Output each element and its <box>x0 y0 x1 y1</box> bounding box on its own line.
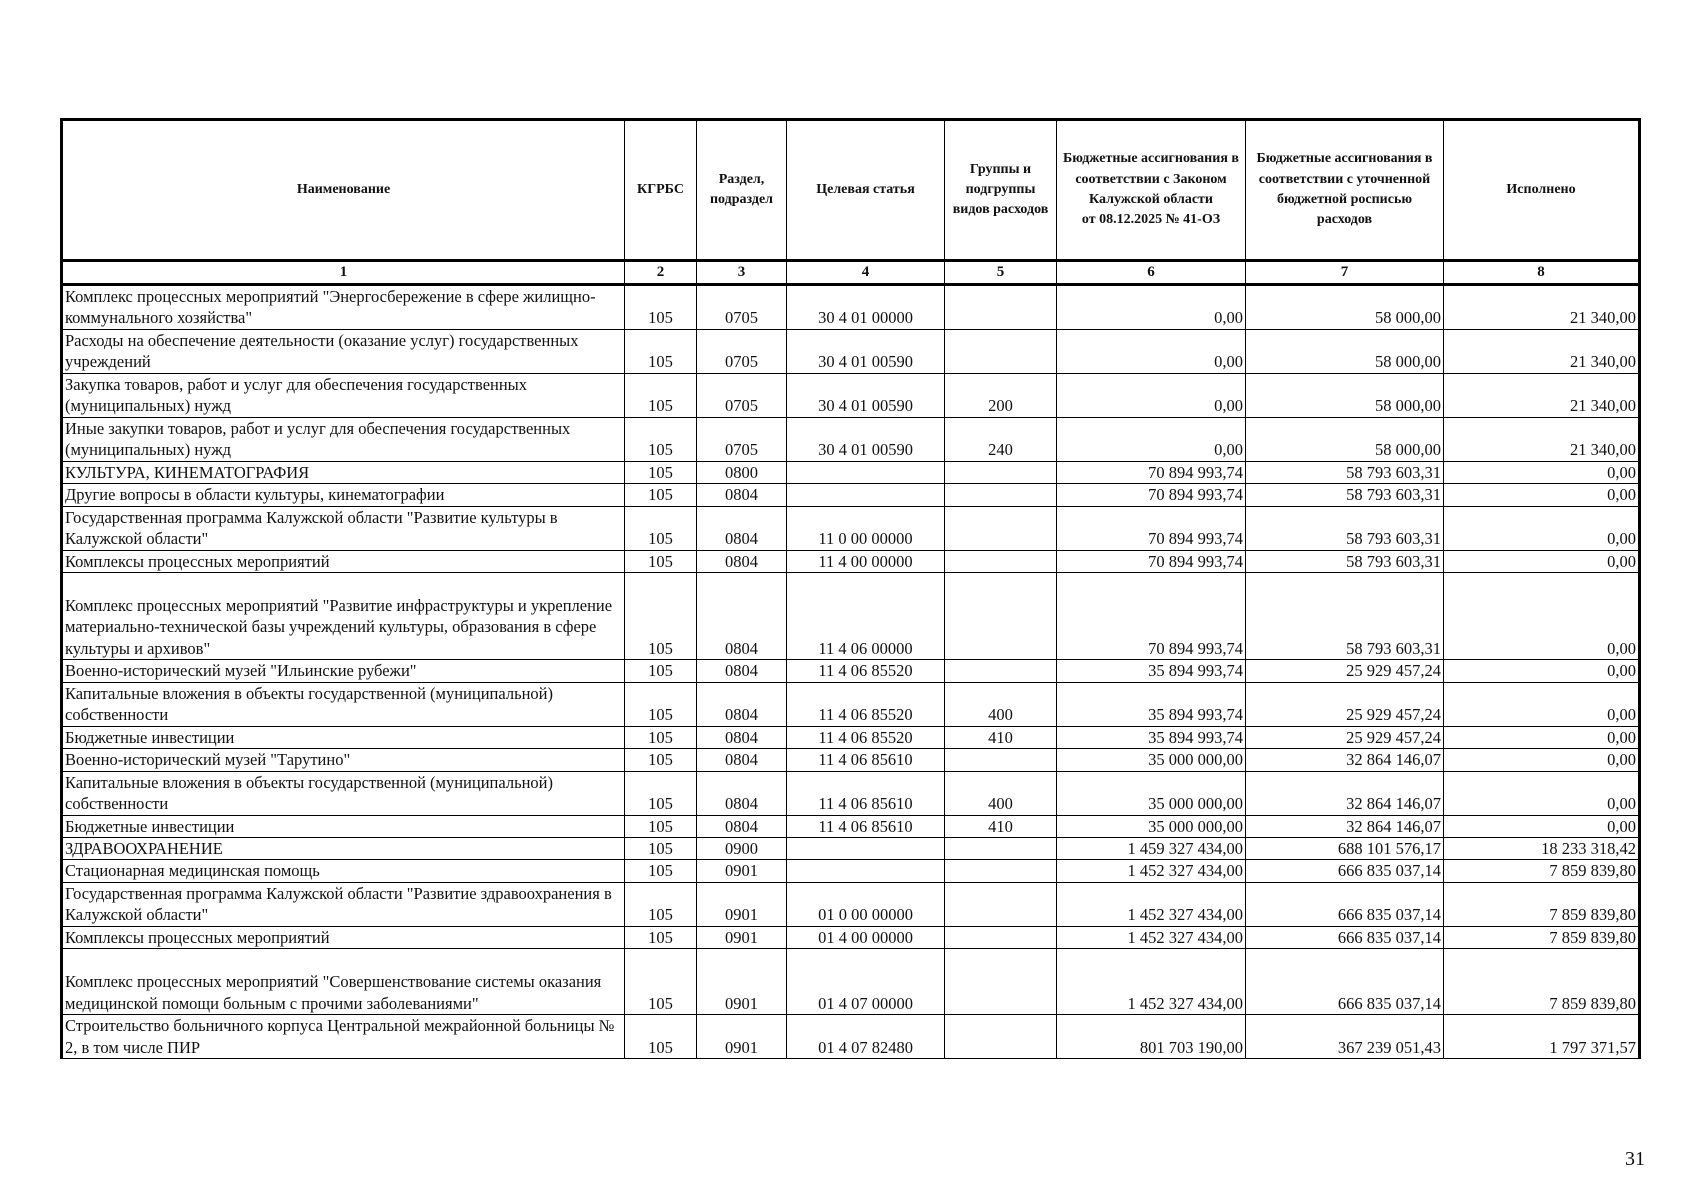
row-expense-group <box>945 285 1057 330</box>
table-row <box>62 1015 1640 1059</box>
row-law-allocation: 35 000 000,00 <box>1057 749 1246 771</box>
row-law-allocation: 70 894 993,74 <box>1057 461 1246 483</box>
column-number: 8 <box>1444 261 1640 285</box>
row-target-article: 11 4 06 85520 <box>787 682 945 726</box>
row-expense-group <box>945 1015 1057 1059</box>
header-roster-allocations: Бюджетные ассигнования в соответствии с уточненной бюджетной росписью расходов <box>1246 120 1444 261</box>
row-section: 0804 <box>697 726 787 748</box>
header-section: Раздел, подраздел <box>697 120 787 261</box>
row-roster-allocation: 688 101 576,17 <box>1246 837 1444 859</box>
table-row <box>62 484 1640 506</box>
row-kgrbs: 105 <box>625 417 697 461</box>
row-law-allocation: 1 452 327 434,00 <box>1057 926 1246 948</box>
row-expense-group <box>945 949 1057 1015</box>
row-name: Расходы на обеспечение деятельности (оказание услуг) государственных учреждений <box>62 329 625 373</box>
row-expense-group <box>945 882 1057 926</box>
column-number-row <box>62 261 1640 285</box>
row-roster-allocation: 32 864 146,07 <box>1246 749 1444 771</box>
row-name: Капитальные вложения в объекты государственной (муниципальной) собственности <box>62 771 625 815</box>
row-law-allocation: 0,00 <box>1057 373 1246 417</box>
header-law-allocations-title: Бюджетные ассигнования в соответствии с Законом Калужской области <box>1063 151 1239 207</box>
row-roster-allocation: 666 835 037,14 <box>1246 926 1444 948</box>
row-name: Военно-исторический музей "Ильинские рубежи" <box>62 660 625 682</box>
row-law-allocation: 0,00 <box>1057 285 1246 330</box>
row-kgrbs: 105 <box>625 660 697 682</box>
header-law-reference: от 08.12.2025 № 41-ОЗ <box>1081 212 1221 228</box>
header-target-article: Целевая статья <box>787 120 945 261</box>
row-name: Комплекс процессных мероприятий "Совершенствование системы оказания медицинской помощи больным с прочими заболеваниями" <box>62 949 625 1015</box>
row-name: Комплекс процессных мероприятий "Энергосбережение в сфере жилищно-коммунального хозяйства" <box>62 285 625 330</box>
table-row <box>62 882 1640 926</box>
page-number: 31 <box>1625 1148 1645 1170</box>
row-name: КУЛЬТУРА, КИНЕМАТОГРАФИЯ <box>62 461 625 483</box>
row-expense-group: 410 <box>945 726 1057 748</box>
row-executed: 0,00 <box>1444 550 1640 572</box>
row-law-allocation: 70 894 993,74 <box>1057 506 1246 550</box>
row-kgrbs: 105 <box>625 860 697 882</box>
row-target-article <box>787 461 945 483</box>
row-executed: 21 340,00 <box>1444 329 1640 373</box>
row-kgrbs: 105 <box>625 882 697 926</box>
row-section: 0901 <box>697 926 787 948</box>
row-law-allocation: 35 894 993,74 <box>1057 726 1246 748</box>
row-name: Стационарная медицинская помощь <box>62 860 625 882</box>
row-target-article: 11 4 06 85610 <box>787 815 945 837</box>
row-expense-group <box>945 749 1057 771</box>
row-roster-allocation: 58 793 603,31 <box>1246 484 1444 506</box>
row-section: 0901 <box>697 949 787 1015</box>
row-target-article <box>787 484 945 506</box>
row-expense-group <box>945 550 1057 572</box>
column-number: 4 <box>787 261 945 285</box>
row-section: 0705 <box>697 329 787 373</box>
row-law-allocation: 35 000 000,00 <box>1057 815 1246 837</box>
row-section: 0804 <box>697 573 787 660</box>
row-law-allocation: 0,00 <box>1057 417 1246 461</box>
row-section: 0901 <box>697 860 787 882</box>
row-expense-group: 400 <box>945 771 1057 815</box>
row-expense-group <box>945 484 1057 506</box>
row-expense-group <box>945 860 1057 882</box>
row-roster-allocation: 58 000,00 <box>1246 417 1444 461</box>
row-kgrbs: 105 <box>625 771 697 815</box>
column-number: 3 <box>697 261 787 285</box>
row-target-article: 30 4 01 00590 <box>787 373 945 417</box>
row-roster-allocation: 58 000,00 <box>1246 285 1444 330</box>
row-kgrbs: 105 <box>625 682 697 726</box>
row-section: 0800 <box>697 461 787 483</box>
budget-execution-table <box>60 118 1641 1059</box>
row-roster-allocation: 666 835 037,14 <box>1246 860 1444 882</box>
row-kgrbs: 105 <box>625 484 697 506</box>
row-executed: 0,00 <box>1444 815 1640 837</box>
row-law-allocation: 35 894 993,74 <box>1057 660 1246 682</box>
table-row <box>62 373 1640 417</box>
row-executed: 7 859 839,80 <box>1444 926 1640 948</box>
row-law-allocation: 1 452 327 434,00 <box>1057 882 1246 926</box>
row-roster-allocation: 666 835 037,14 <box>1246 949 1444 1015</box>
row-target-article: 11 4 06 85520 <box>787 660 945 682</box>
row-expense-group <box>945 573 1057 660</box>
table-row <box>62 860 1640 882</box>
table-row <box>62 506 1640 550</box>
row-kgrbs: 105 <box>625 329 697 373</box>
column-number: 5 <box>945 261 1057 285</box>
row-law-allocation: 0,00 <box>1057 329 1246 373</box>
table-row <box>62 726 1640 748</box>
row-kgrbs: 105 <box>625 573 697 660</box>
row-target-article: 30 4 01 00590 <box>787 329 945 373</box>
row-roster-allocation: 25 929 457,24 <box>1246 726 1444 748</box>
row-executed: 7 859 839,80 <box>1444 882 1640 926</box>
row-expense-group: 240 <box>945 417 1057 461</box>
row-executed: 0,00 <box>1444 749 1640 771</box>
row-target-article <box>787 837 945 859</box>
row-executed: 0,00 <box>1444 660 1640 682</box>
row-law-allocation: 35 000 000,00 <box>1057 771 1246 815</box>
table-row <box>62 417 1640 461</box>
row-executed: 7 859 839,80 <box>1444 949 1640 1015</box>
row-name: Бюджетные инвестиции <box>62 815 625 837</box>
table-row <box>62 926 1640 948</box>
row-section: 0804 <box>697 484 787 506</box>
row-section: 0804 <box>697 815 787 837</box>
table-row <box>62 771 1640 815</box>
table-row <box>62 749 1640 771</box>
row-name: Государственная программа Калужской области "Развитие здравоохранения в Калужской области" <box>62 882 625 926</box>
row-kgrbs: 105 <box>625 837 697 859</box>
row-executed: 21 340,00 <box>1444 285 1640 330</box>
row-law-allocation: 70 894 993,74 <box>1057 550 1246 572</box>
row-section: 0804 <box>697 550 787 572</box>
header-kgrbs: КГРБС <box>625 120 697 261</box>
row-executed: 0,00 <box>1444 771 1640 815</box>
row-expense-group <box>945 461 1057 483</box>
row-section: 0804 <box>697 771 787 815</box>
row-target-article: 01 4 07 82480 <box>787 1015 945 1059</box>
table-header-row <box>62 120 1640 261</box>
row-target-article: 01 4 00 00000 <box>787 926 945 948</box>
row-target-article: 11 4 00 00000 <box>787 550 945 572</box>
row-executed: 0,00 <box>1444 506 1640 550</box>
row-kgrbs: 105 <box>625 726 697 748</box>
row-target-article: 30 4 01 00590 <box>787 417 945 461</box>
row-target-article: 01 0 00 00000 <box>787 882 945 926</box>
row-section: 0900 <box>697 837 787 859</box>
row-target-article: 11 4 06 00000 <box>787 573 945 660</box>
row-law-allocation: 35 894 993,74 <box>1057 682 1246 726</box>
column-number: 6 <box>1057 261 1246 285</box>
row-target-article: 11 4 06 85520 <box>787 726 945 748</box>
row-roster-allocation: 367 239 051,43 <box>1246 1015 1444 1059</box>
row-executed: 0,00 <box>1444 573 1640 660</box>
header-name: Наименование <box>62 120 625 261</box>
row-kgrbs: 105 <box>625 506 697 550</box>
header-executed: Исполнено <box>1444 120 1640 261</box>
column-number: 7 <box>1246 261 1444 285</box>
row-roster-allocation: 58 000,00 <box>1246 329 1444 373</box>
row-executed: 1 797 371,57 <box>1444 1015 1640 1059</box>
row-expense-group: 400 <box>945 682 1057 726</box>
row-roster-allocation: 58 793 603,31 <box>1246 550 1444 572</box>
row-executed: 0,00 <box>1444 726 1640 748</box>
table-row <box>62 461 1640 483</box>
row-name: Комплекс процессных мероприятий "Развитие инфраструктуры и укрепление материально-технической базы учреждений культуры, образования в сфере культуры и архивов" <box>62 573 625 660</box>
row-law-allocation: 70 894 993,74 <box>1057 484 1246 506</box>
row-name: Бюджетные инвестиции <box>62 726 625 748</box>
row-expense-group: 410 <box>945 815 1057 837</box>
row-name: Комплексы процессных мероприятий <box>62 550 625 572</box>
row-section: 0804 <box>697 682 787 726</box>
table-row <box>62 550 1640 572</box>
row-roster-allocation: 58 000,00 <box>1246 373 1444 417</box>
row-name: Строительство больничного корпуса Центральной межрайонной больницы № 2, в том числе ПИР <box>62 1015 625 1059</box>
table-row <box>62 573 1640 660</box>
row-target-article: 11 4 06 85610 <box>787 771 945 815</box>
row-target-article: 11 0 00 00000 <box>787 506 945 550</box>
row-kgrbs: 105 <box>625 461 697 483</box>
row-executed: 18 233 318,42 <box>1444 837 1640 859</box>
row-name: Иные закупки товаров, работ и услуг для обеспечения государственных (муниципальных) нужд <box>62 417 625 461</box>
row-section: 0705 <box>697 373 787 417</box>
row-roster-allocation: 32 864 146,07 <box>1246 771 1444 815</box>
table-row <box>62 682 1640 726</box>
column-number: 1 <box>62 261 625 285</box>
row-executed: 0,00 <box>1444 484 1640 506</box>
table-row <box>62 329 1640 373</box>
row-roster-allocation: 25 929 457,24 <box>1246 682 1444 726</box>
row-name: Другие вопросы в области культуры, кинематографии <box>62 484 625 506</box>
row-roster-allocation: 58 793 603,31 <box>1246 573 1444 660</box>
row-roster-allocation: 58 793 603,31 <box>1246 506 1444 550</box>
row-section: 0804 <box>697 506 787 550</box>
table-row <box>62 285 1640 330</box>
table-row <box>62 949 1640 1015</box>
row-target-article: 30 4 01 00000 <box>787 285 945 330</box>
row-kgrbs: 105 <box>625 926 697 948</box>
table-row <box>62 837 1640 859</box>
row-law-allocation: 1 452 327 434,00 <box>1057 949 1246 1015</box>
row-name: ЗДРАВООХРАНЕНИЕ <box>62 837 625 859</box>
row-name: Капитальные вложения в объекты государственной (муниципальной) собственности <box>62 682 625 726</box>
row-roster-allocation: 25 929 457,24 <box>1246 660 1444 682</box>
row-expense-group <box>945 660 1057 682</box>
row-expense-group <box>945 837 1057 859</box>
row-law-allocation: 1 459 327 434,00 <box>1057 837 1246 859</box>
column-number: 2 <box>625 261 697 285</box>
row-kgrbs: 105 <box>625 550 697 572</box>
row-section: 0705 <box>697 417 787 461</box>
row-law-allocation: 801 703 190,00 <box>1057 1015 1246 1059</box>
row-name: Закупка товаров, работ и услуг для обеспечения государственных (муниципальных) нужд <box>62 373 625 417</box>
row-section: 0901 <box>697 882 787 926</box>
row-section: 0901 <box>697 1015 787 1059</box>
table-row <box>62 660 1640 682</box>
row-expense-group <box>945 926 1057 948</box>
row-expense-group <box>945 506 1057 550</box>
row-executed: 0,00 <box>1444 682 1640 726</box>
row-target-article: 11 4 06 85610 <box>787 749 945 771</box>
row-law-allocation: 1 452 327 434,00 <box>1057 860 1246 882</box>
header-law-allocations <box>1057 120 1246 261</box>
row-expense-group <box>945 329 1057 373</box>
row-name: Военно-исторический музей "Тарутино" <box>62 749 625 771</box>
row-target-article: 01 4 07 00000 <box>787 949 945 1015</box>
row-kgrbs: 105 <box>625 285 697 330</box>
row-executed: 21 340,00 <box>1444 373 1640 417</box>
row-kgrbs: 105 <box>625 749 697 771</box>
row-expense-group: 200 <box>945 373 1057 417</box>
row-name: Государственная программа Калужской области "Развитие культуры в Калужской области" <box>62 506 625 550</box>
row-section: 0705 <box>697 285 787 330</box>
table-row <box>62 815 1640 837</box>
row-section: 0804 <box>697 660 787 682</box>
row-name: Комплексы процессных мероприятий <box>62 926 625 948</box>
row-roster-allocation: 666 835 037,14 <box>1246 882 1444 926</box>
row-kgrbs: 105 <box>625 949 697 1015</box>
header-expense-groups: Группы и подгруппы видов расходов <box>945 120 1057 261</box>
row-executed: 0,00 <box>1444 461 1640 483</box>
row-kgrbs: 105 <box>625 373 697 417</box>
row-roster-allocation: 32 864 146,07 <box>1246 815 1444 837</box>
row-kgrbs: 105 <box>625 815 697 837</box>
row-executed: 7 859 839,80 <box>1444 860 1640 882</box>
row-executed: 21 340,00 <box>1444 417 1640 461</box>
row-kgrbs: 105 <box>625 1015 697 1059</box>
row-target-article <box>787 860 945 882</box>
row-section: 0804 <box>697 749 787 771</box>
row-law-allocation: 70 894 993,74 <box>1057 573 1246 660</box>
row-roster-allocation: 58 793 603,31 <box>1246 461 1444 483</box>
